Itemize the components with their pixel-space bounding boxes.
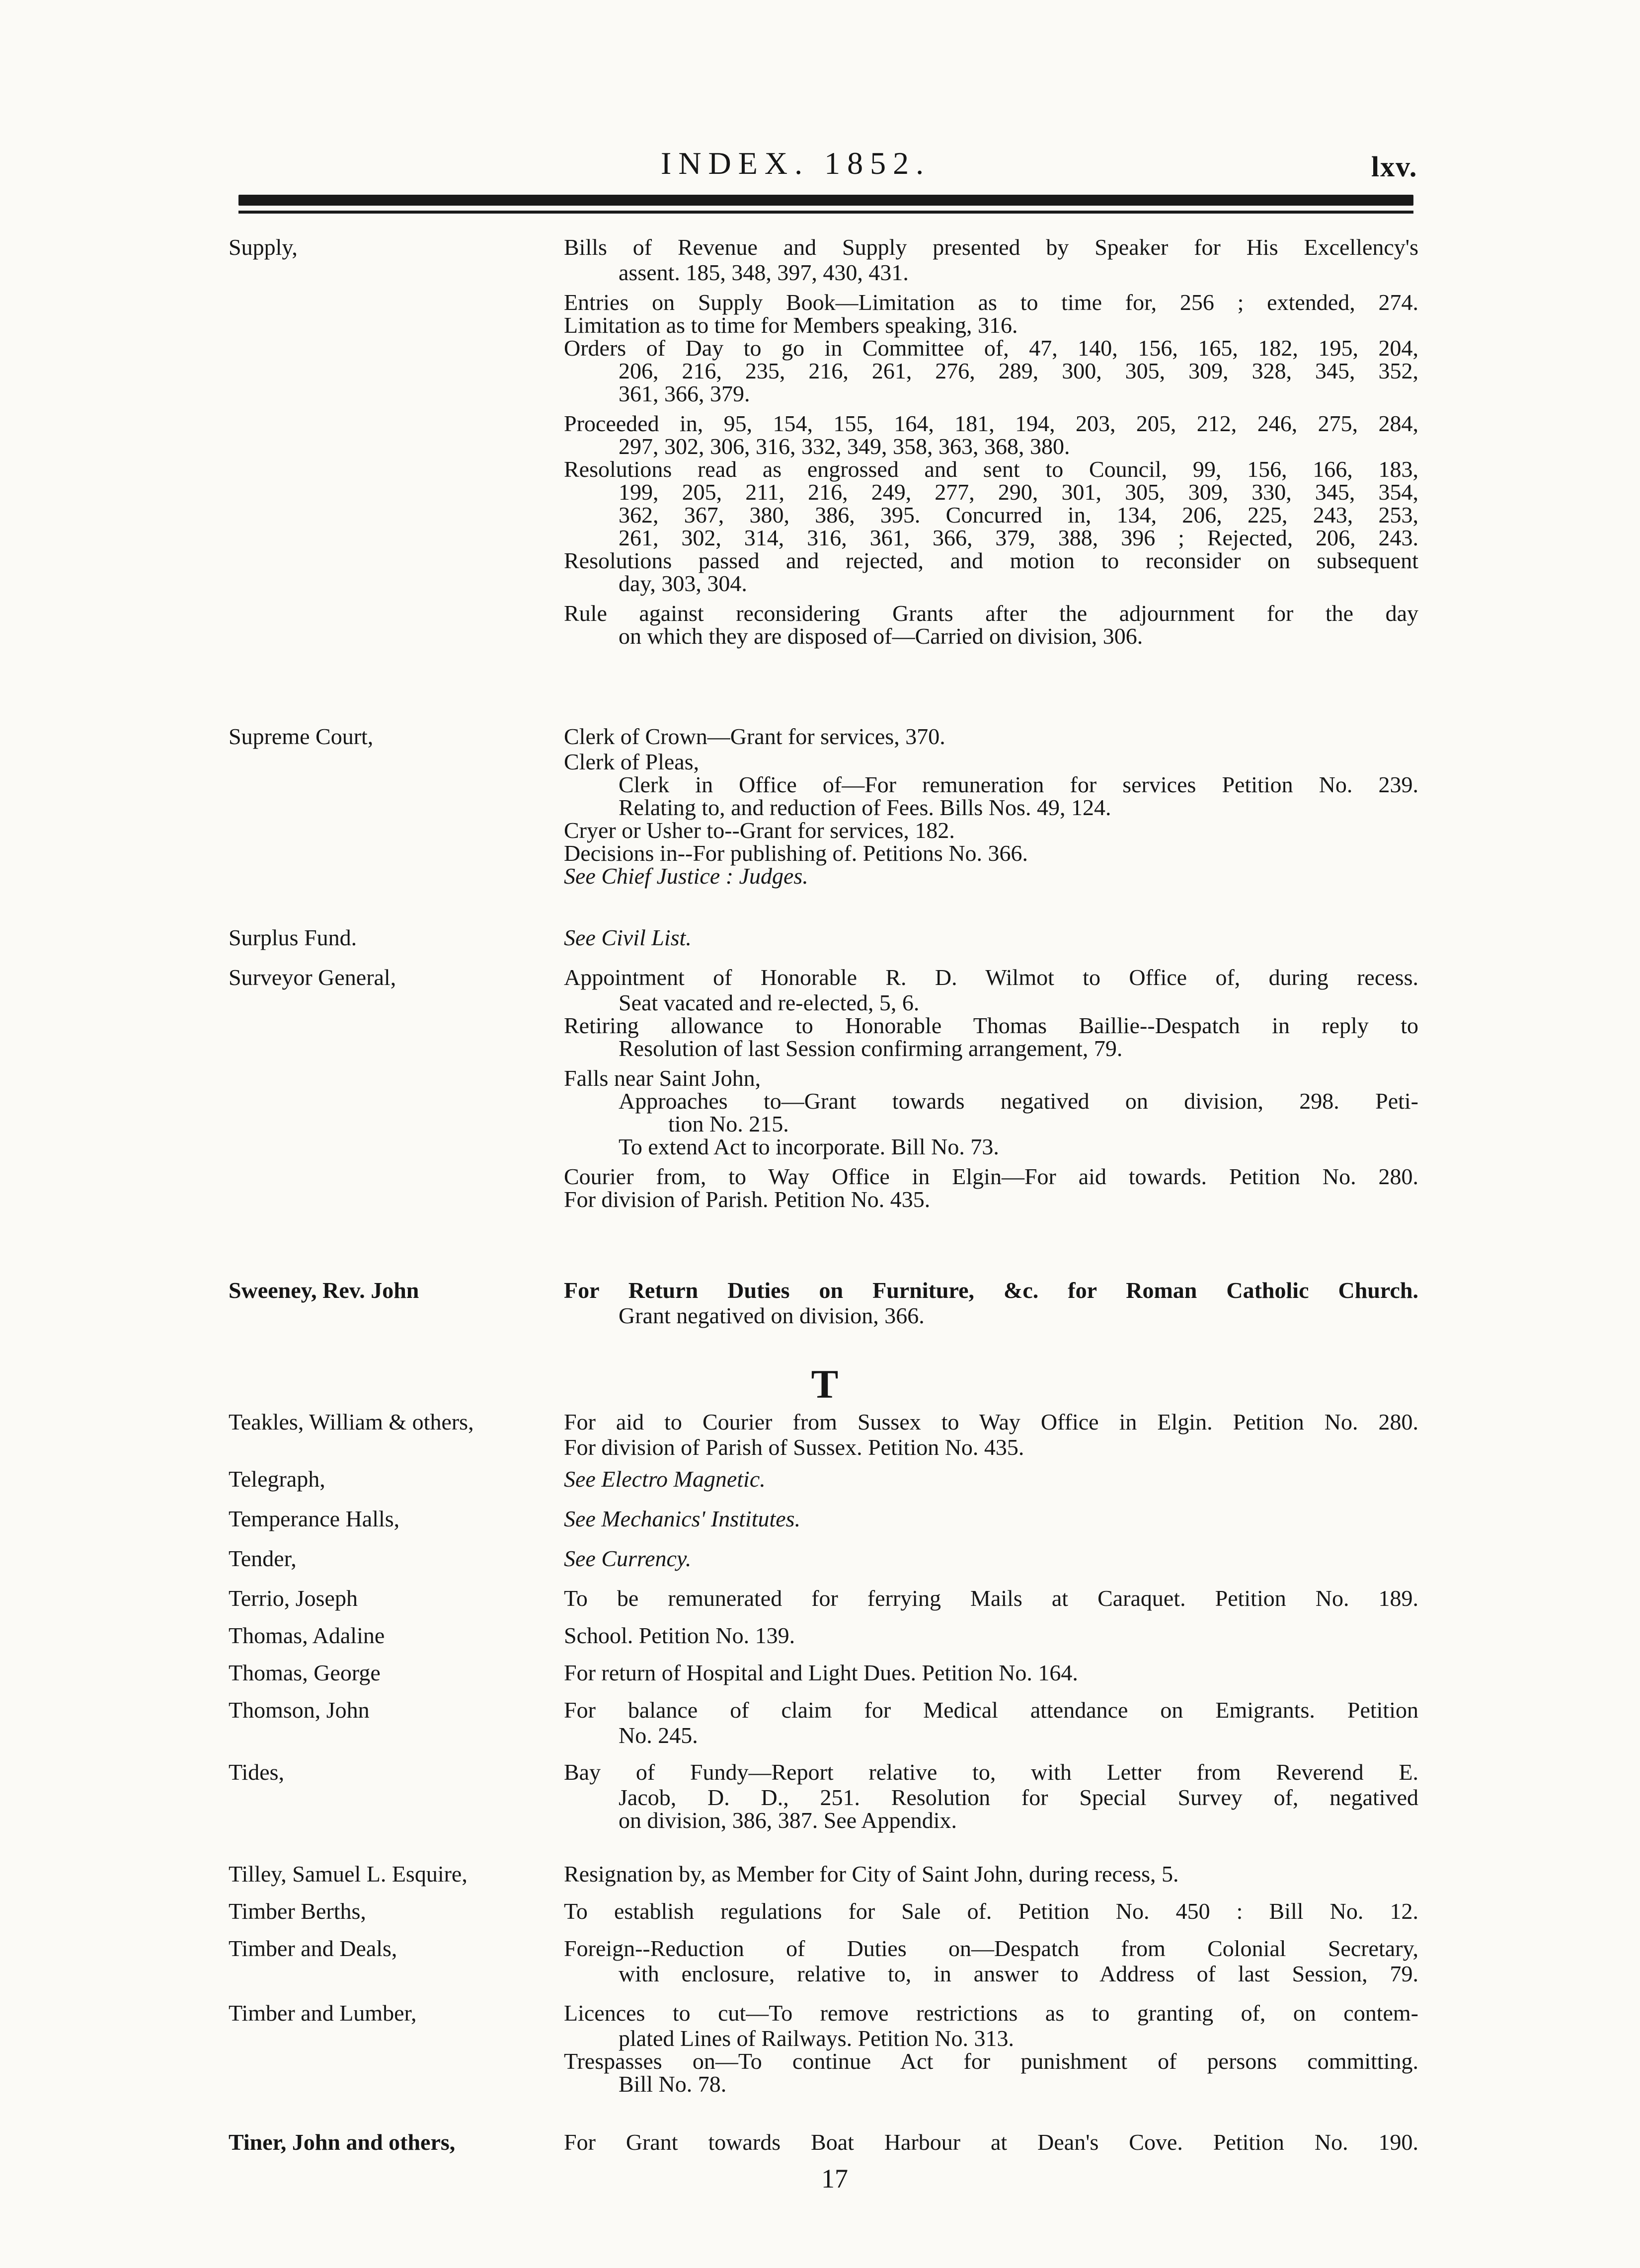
entry-lines [564,1935,1418,1985]
entry-term: Sweeney, Rev. John [229,1278,419,1303]
entry-lines [564,2128,1418,2156]
entry-lines [564,1659,1418,1687]
page-header [0,145,1640,185]
entry-lines [564,1505,1418,1533]
entry-line: Falls near Saint John, [564,1065,761,1091]
entry-line: For aid to Courier from Sussex to Way Office in Elgin. Petition No. 280. [564,1409,1418,1435]
entry-line [564,1465,1418,1493]
see-reference: See Civil List. [564,925,692,950]
entry-lines [564,1758,1418,1832]
entry-lines [564,1897,1418,1925]
entry-line [564,1545,1418,1573]
entry-line: 199, 205, 211, 216, 249, 277, 290, 301, 305, 309, 330, 345, 354, [619,479,1418,505]
entry-line: Clerk of Pleas, [564,749,700,774]
see-reference: See Electro Magnetic. [564,1466,766,1492]
entry-term: Timber Berths, [229,1898,366,1924]
entry-line: with enclosure, relative to, in answer to Address of last Session, 79. [619,1961,1418,1986]
entry-line: To be remunerated for ferrying Mails at Caraquet. Petition No. 189. [564,1586,1418,1611]
entry-line: Entries on Supply Book—Limitation as to time for, 256 ; extended, 274. [564,290,1418,315]
entry-line: For Return Duties on Furniture, &c. for Roman Catholic Church. [564,1278,1418,1303]
see-reference: See Currency. [564,1546,692,1571]
entry-lines [564,1696,1418,1747]
entry-term: Thomas, Adaline [229,1623,385,1648]
entry-term: Terrio, Joseph [229,1586,358,1611]
entry-term: Tiner, John and others, [229,2129,456,2155]
entry-lines [564,1999,1418,2096]
entry-line: Proceeded in, 95, 154, 155, 164, 181, 194, 203, 205, 212, 246, 275, 284, [564,411,1418,436]
entry-lines [564,1622,1418,1650]
entry-line: 361, 366, 379. [619,381,750,406]
entry-lines [564,1585,1418,1612]
entry-lines [564,1277,1418,1327]
see-reference: See Chief Justice : Judges. [564,863,808,889]
entry-line: 261, 302, 314, 316, 361, 366, 379, 388, 396 ; Rejected, 206, 243. [619,525,1418,550]
entry-term: Telegraph, [229,1466,325,1492]
entry-line [564,865,1418,888]
entry-line: For Grant towards Boat Harbour at Dean's Cove. Petition No. 190. [564,2129,1418,2155]
entry-line: To establish regulations for Sale of. Petition No. 450 : Bill No. 12. [564,1898,1418,1924]
page-title: INDEX. 1852. [661,146,931,181]
entry-line: plated Lines of Railways. Petition No. 313. [619,2026,1014,2051]
entry-lines [564,1860,1418,1888]
header-rule-thick [238,195,1413,206]
entry-line: Licences to cut—To remove restrictions as to granting of, on contem- [564,2000,1418,2026]
entry-line: Orders of Day to go in Committee of, 47, 140, 156, 165, 182, 195, 204, [564,335,1418,361]
entry-lines [564,1545,1418,1573]
entry-term: Tilley, Samuel L. Esquire, [229,1861,468,1887]
entry-lines [564,233,1418,648]
entry-line: Clerk in Office of—For remuneration for services Petition No. 239. [619,772,1418,797]
entry-line [564,924,1418,952]
entry-line: Rule against reconsidering Grants after the adjournment for the day [564,601,1418,626]
entry-term: Tides, [229,1759,285,1785]
entry-line [564,1505,1418,1533]
entry-line: Jacob, D. D., 251. Resolution for Special Survey of, negatived [619,1785,1418,1810]
entry-line: Grant negatived on division, 366. [619,1303,925,1328]
entry-line: For division of Parish of Sussex. Petition No. 435. [564,1435,1024,1460]
signature-mark: 17 [821,2164,848,2193]
entry-lines [564,723,1418,888]
see-reference: See Mechanics' Institutes. [564,1506,801,1531]
entry-line: Resignation by, as Member for City of Saint John, during recess, 5. [564,1861,1179,1887]
entry-line: For division of Parish. Petition No. 435. [564,1187,931,1212]
entry-line: Retiring allowance to Honorable Thomas Baillie--Despatch in reply to [564,1013,1418,1038]
entry-lines [564,1465,1418,1493]
entry-line: Resolutions read as engrossed and sent to Council, 99, 156, 166, 183, [564,456,1418,482]
header-rule-thin [238,211,1413,214]
entry-term: Supreme Court, [229,724,374,749]
entry-line: Cryer or Usher to--Grant for services, 182. [564,818,955,843]
entry-line: Decisions in--For publishing of. Petitions No. 366. [564,840,1028,866]
entry-line: assent. 185, 348, 397, 430, 431. [619,260,909,285]
entry-line: Trespasses on—To continue Act for punishment of persons committing. [564,2048,1418,2074]
entry-line: on division, 386, 387. See Appendix. [619,1808,957,1833]
entry-line: 206, 216, 235, 216, 261, 276, 289, 300, 305, 309, 328, 345, 352, [619,358,1418,383]
entry-line: Resolutions passed and rejected, and motion to reconsider on subsequent [564,548,1418,573]
entry-line: 297, 302, 306, 316, 332, 349, 358, 363, 368, 380. [619,434,1070,459]
entry-lines [564,924,1418,952]
entry-line: on which they are disposed of—Carried on division, 306. [619,623,1143,649]
entry-line: No. 245. [619,1723,698,1748]
page-number-roman: lxv. [1371,151,1418,183]
entry-line: Limitation as to time for Members speaking, 316. [564,312,1018,338]
entry-term: Surveyor General, [229,965,396,990]
entry-line: Resolution of last Session confirming arrangement, 79. [619,1036,1123,1061]
entry-term: Surplus Fund. [229,925,357,950]
entry-term: Tender, [229,1546,297,1571]
entry-term: Teakles, William & others, [229,1409,474,1435]
entry-line: Bay of Fundy—Report relative to, with Letter from Reverend E. [564,1759,1418,1785]
entry-line: 362, 367, 380, 386, 395. Concurred in, 134, 206, 225, 243, 253, [619,502,1418,528]
entry-line: School. Petition No. 139. [564,1623,795,1648]
entry-line: Bill No. 78. [619,2071,727,2097]
entry-term: Supply, [229,234,298,260]
entry-line: To extend Act to incorporate. Bill No. 73. [619,1134,999,1159]
entry-term: Thomson, John [229,1697,370,1723]
entry-line: Relating to, and reduction of Fees. Bills Nos. 49, 124. [619,795,1111,820]
entry-line: Seat vacated and re-elected, 5, 6. [619,990,920,1015]
entry-lines [564,1408,1418,1459]
entry-term: Temperance Halls, [229,1506,400,1531]
entry-lines [564,964,1418,1211]
entry-line: Bills of Revenue and Supply presented by Speaker for His Excellency's [564,234,1418,260]
section-letter: T [811,1361,839,1407]
entry-line: For balance of claim for Medical attendance on Emigrants. Petition [564,1697,1418,1723]
entry-line: Clerk of Crown—Grant for services, 370. [564,724,945,749]
entry-line: Appointment of Honorable R. D. Wilmot to Office of, during recess. [564,965,1418,990]
entry-line: Approaches to—Grant towards negatived on division, 298. Peti- [619,1088,1418,1114]
entry-term: Timber and Lumber, [229,2000,417,2026]
entry-term: Thomas, George [229,1660,381,1685]
entry-line: Foreign--Reduction of Duties on—Despatch from Colonial Secretary, [564,1936,1418,1961]
entry-line: For return of Hospital and Light Dues. Petition No. 164. [564,1660,1078,1685]
entry-term: Timber and Deals, [229,1936,397,1961]
entry-line: tion No. 215. [668,1111,789,1136]
entry-line: day, 303, 304. [619,571,747,596]
entry-line: Courier from, to Way Office in Elgin—For aid towards. Petition No. 280. [564,1164,1418,1189]
